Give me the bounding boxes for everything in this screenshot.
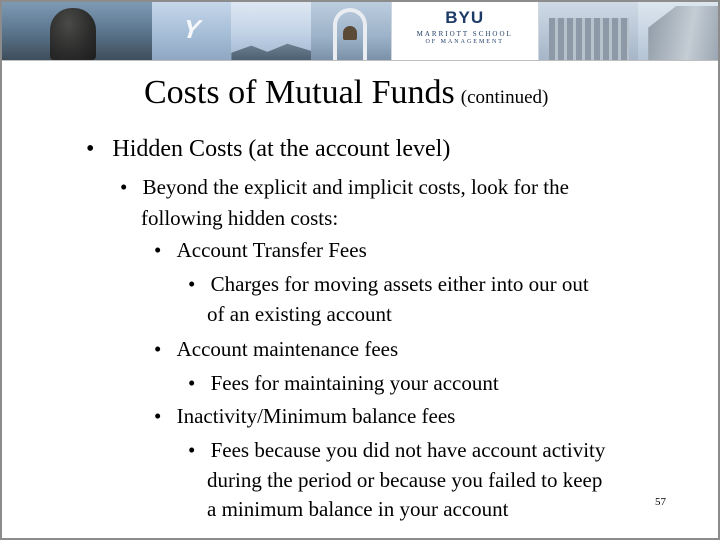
mountain-ridge xyxy=(231,42,311,60)
bullet-text: following hidden costs: xyxy=(141,206,339,230)
tower-photo xyxy=(638,2,718,60)
statue-figure xyxy=(50,8,96,60)
byu-logo-text: BYU xyxy=(445,8,485,27)
bullet-level4 xyxy=(188,438,605,463)
bullet-level3 xyxy=(154,337,398,362)
bullet-level1 xyxy=(86,136,450,163)
title-main: Costs of Mutual Funds xyxy=(144,74,455,111)
slide-title xyxy=(144,74,548,112)
bullet-icon: • xyxy=(154,238,162,262)
tower-shape xyxy=(648,6,718,60)
statue-photo xyxy=(2,2,152,60)
bullet-continuation xyxy=(207,302,392,327)
bullet-text: Charges for moving assets either into our out xyxy=(210,272,589,296)
bullet-icon: • xyxy=(188,272,196,296)
bullet-icon: • xyxy=(154,404,162,428)
logo-subtitle-school: MARRIOTT SCHOOL xyxy=(416,30,513,38)
logo-subtitle-management: OF MANAGEMENT xyxy=(425,39,504,45)
bullet-text: Hidden Costs (at the account level) xyxy=(112,136,451,162)
bullet-text: Fees because you did not have account activity xyxy=(210,438,606,462)
bullet-text: a minimum balance in your account xyxy=(207,497,509,521)
mountain-photo xyxy=(231,2,311,60)
byu-marriott-logo xyxy=(391,2,539,60)
y-mark: Y xyxy=(178,14,206,44)
y-mountain-photo xyxy=(152,2,232,60)
bullet-icon: • xyxy=(188,371,196,395)
bullet-icon: • xyxy=(86,136,95,162)
bullet-level4 xyxy=(188,371,499,396)
page-number: 57 xyxy=(655,496,666,508)
bullet-text: Account Transfer Fees xyxy=(176,238,367,262)
bullet-continuation xyxy=(207,497,509,522)
bullet-level3 xyxy=(154,238,367,263)
building-facade xyxy=(549,18,629,60)
building-photo xyxy=(539,2,639,60)
header-photo-strip xyxy=(2,2,718,61)
bullet-text: Inactivity/Minimum balance fees xyxy=(176,404,456,428)
bullet-level4 xyxy=(188,272,589,297)
bullet-continuation xyxy=(207,468,602,493)
bullet-icon: • xyxy=(120,175,128,199)
bullet-text: of an existing account xyxy=(207,302,392,326)
bell-icon xyxy=(343,26,357,40)
bullet-text: Account maintenance fees xyxy=(176,337,399,361)
bell-tower-photo xyxy=(311,2,391,60)
title-suffix: (continued) xyxy=(460,87,549,108)
bullet-continuation xyxy=(141,206,338,231)
bullet-icon: • xyxy=(154,337,162,361)
bullet-level3 xyxy=(154,404,455,429)
bullet-level2 xyxy=(120,175,569,200)
bullet-text: Beyond the explicit and implicit costs, look for the xyxy=(142,175,569,199)
bullet-icon: • xyxy=(188,438,196,462)
bullet-text: Fees for maintaining your account xyxy=(210,371,499,395)
bullet-text: during the period or because you failed to keep xyxy=(207,468,603,492)
